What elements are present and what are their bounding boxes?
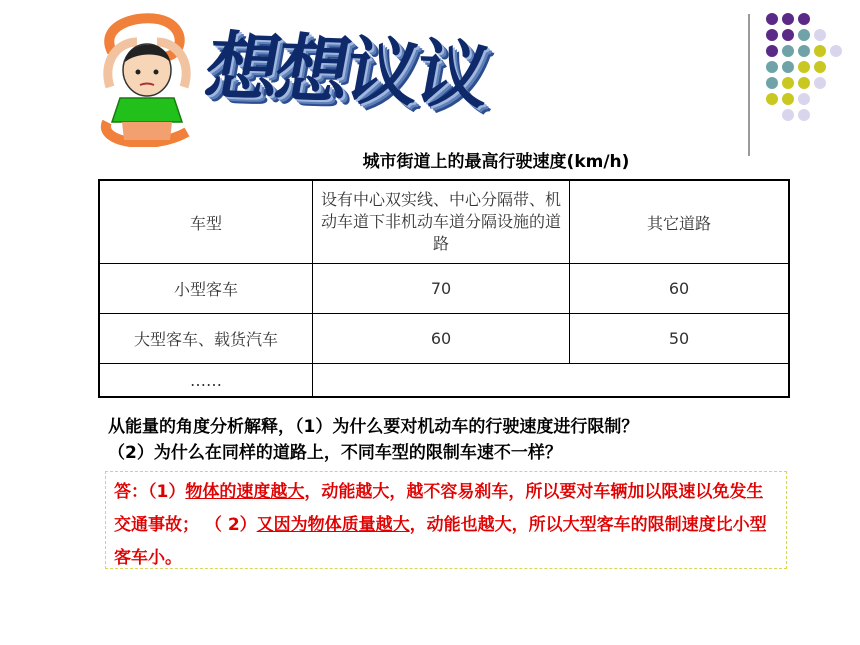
title-word-art: 想想议议 (197, 23, 483, 120)
table-row (99, 314, 789, 364)
header-other-road: 其它道路 (570, 180, 790, 264)
answer-underlined-1: 物体的速度越大 (185, 482, 305, 502)
answer-underlined-2: 又因为物体质量越大 (256, 515, 410, 535)
speed-limit-table (98, 179, 790, 398)
header-divided-road: 设有中心双实线、中心分隔带、机动车道下非机动车道分隔设施的道路 (313, 180, 570, 264)
speed-cell: 50 (570, 314, 790, 364)
question-line-1: 从能量的角度分析解释，（1）为什么要对机动车的行驶速度进行限制？ (108, 417, 639, 437)
vehicle-type-cell: …… (99, 364, 313, 398)
speed-cell: 70 (313, 264, 570, 314)
vehicle-type-cell: 小型客车 (99, 264, 313, 314)
divider-line (748, 14, 750, 156)
answer-end: ，动能也越大，所以大型客车的限制速度比小型客车小。 (114, 515, 767, 568)
speed-cell: 60 (570, 264, 790, 314)
table-header-row (99, 180, 789, 264)
answer-box (105, 471, 787, 569)
table-row (99, 264, 789, 314)
empty-cell (313, 364, 790, 398)
vehicle-type-cell: 大型客车、载货汽车 (99, 314, 313, 364)
answer-middle: ，动能越大，越不容易刹车，所以要对车辆加以限速以免发生交通事故； （ 2） (114, 482, 764, 535)
table-row (99, 364, 789, 398)
question-line-2: （2）为什么在同样的道路上，不同车型的限制车速不一样？ (108, 443, 562, 463)
answer-prefix: 答：（1） (114, 482, 186, 502)
thinking-kid-illustration (92, 12, 202, 147)
table-caption: 城市街道上的最高行驶速度(km/h) (362, 152, 630, 172)
question-text (108, 414, 798, 466)
header-vehicle-type: 车型 (99, 180, 313, 264)
decorative-dots (760, 10, 860, 140)
speed-cell: 60 (313, 314, 570, 364)
